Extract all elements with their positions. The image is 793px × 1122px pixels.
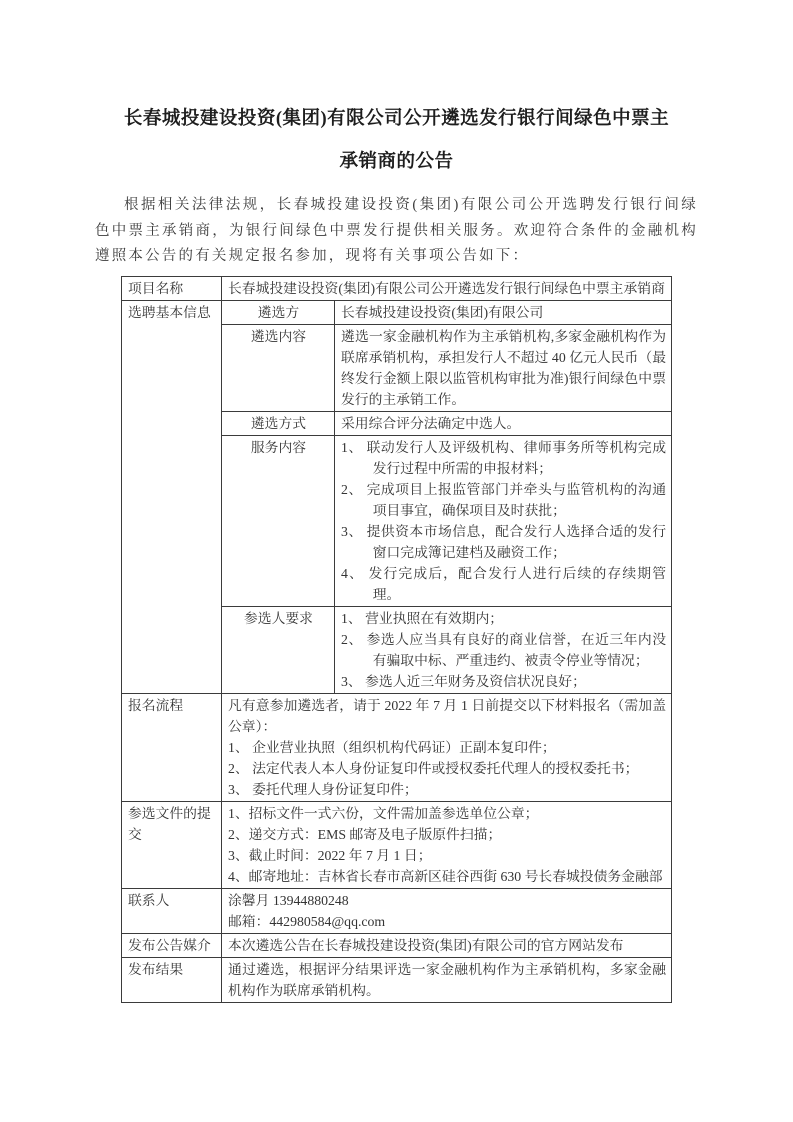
label-registration-process: 报名流程: [121, 693, 221, 801]
value-selection-content: 遴选一家金融机构作为主承销机构,多家金融机构作为联席承销机构，承担发行人不超过 40 亿元人民币（最终发行金额上限以监管机构审批为准)银行间绿色中票发行的主承销工作。: [334, 324, 671, 411]
label-selector: 遴选方: [221, 300, 334, 324]
page-title: [95, 0, 698, 184]
announcement-table: [121, 276, 672, 1003]
registration-item-2: 2、 法定代表人本人身份证复印件或授权委托代理人的授权委托书；: [227, 760, 639, 776]
contact-name-phone: 涂馨月 13944880248: [227, 892, 349, 908]
label-service-content: 服务内容: [221, 435, 334, 606]
intro-paragraph: 根据相关法律法规，长春城投建设投资(集团)有限公司公开选聘发行银行间绿色中票主承销商，为银行间绿色中票发行提供相关服务。欢迎符合条件的金融机构遵照本公告的有关规定报名参加，现将有关事项公告如下：: [95, 197, 698, 264]
requirement-item-3: 3、 参选人近三年财务及资信状况良好；: [340, 673, 586, 689]
registration-intro: 凡有意参加遴选者，请于 2022 年 7 月 1 日前提交以下材料报名（需加盖公章）：: [227, 697, 666, 734]
value-result-publication: 通过遴选，根据评分结果评选一家金融机构作为主承销机构，多家金融机构作为联席承销机构。: [221, 957, 671, 1002]
value-document-submission: [221, 801, 671, 888]
requirement-item-1: 1、 营业执照在有效期内；: [340, 610, 504, 626]
service-item-1: 1、 联动发行人及评级机构、律师事务所等机构完成发行过程中所需的申报材料；: [340, 439, 666, 476]
label-result-publication: 发布结果: [121, 957, 221, 1002]
submission-item-3: 3、截止时间：2022 年 7 月 1 日；: [227, 847, 432, 863]
label-document-submission: 参选文件的提交: [121, 801, 221, 888]
row-registration-process: [121, 693, 671, 801]
row-selector: [121, 300, 671, 324]
submission-item-1: 1、招标文件一式六份，文件需加盖参选单位公章；: [227, 805, 539, 821]
service-item-2: 2、 完成项目上报监管部门并牵头与监管机构的沟通项目事宜，确保项目及时获批；: [340, 481, 666, 518]
value-selection-method: 采用综合评分法确定中选人。: [334, 411, 671, 435]
row-document-submission: [121, 801, 671, 888]
value-service-content: [334, 435, 671, 606]
contact-email: 邮箱：442980584@qq.com: [227, 913, 386, 929]
label-selection-content: 遴选内容: [221, 324, 334, 411]
label-selection-method: 遴选方式: [221, 411, 334, 435]
service-item-4: 4、 发行完成后，配合发行人进行后续的存续期管理。: [340, 565, 666, 602]
row-announcement-media: [121, 933, 671, 957]
requirement-item-2: 2、 参选人应当具有良好的商业信誉，在近三年内没有骗取中标、严重违约、被责令停业等情况；: [340, 631, 666, 668]
value-project-name: 长春城投建设投资(集团)有限公司公开遴选发行银行间绿色中票主承销商: [221, 276, 671, 300]
label-project-name: 项目名称: [121, 276, 221, 300]
label-contact-person: 联系人: [121, 888, 221, 933]
page-title-line-1: 长春城投建设投资(集团)有限公司公开遴选发行银行间绿色中票主: [123, 109, 670, 129]
submission-item-4: 4、邮寄地址：吉林省长春市高新区硅谷西街 630 号长春城投债务金融部: [227, 868, 663, 884]
value-selector: 长春城投建设投资(集团)有限公司: [334, 300, 671, 324]
page-title-line-2: 承销商的公告: [339, 152, 454, 172]
label-participant-requirements: 参选人要求: [221, 606, 334, 693]
row-contact-person: [121, 888, 671, 933]
row-project-name: [121, 276, 671, 300]
row-result-publication: [121, 957, 671, 1002]
registration-item-3: 3、 委托代理人身份证复印件；: [227, 781, 418, 797]
value-contact-person: [221, 888, 671, 933]
value-registration-process: [221, 693, 671, 801]
label-announcement-media: 发布公告媒介: [121, 933, 221, 957]
registration-item-1: 1、 企业营业执照（组织机构代码证）正副本复印件；: [227, 739, 556, 755]
value-announcement-media: 本次遴选公告在长春城投建设投资(集团)有限公司的官方网站发布: [221, 933, 671, 957]
submission-item-2: 2、递交方式：EMS 邮寄及电子版原件扫描；: [227, 826, 502, 842]
value-participant-requirements: [334, 606, 671, 693]
service-item-3: 3、 提供资本市场信息，配合发行人选择合适的发行窗口完成簿记建档及融资工作；: [340, 523, 666, 560]
label-basic-info-group: 选聘基本信息: [121, 300, 221, 693]
